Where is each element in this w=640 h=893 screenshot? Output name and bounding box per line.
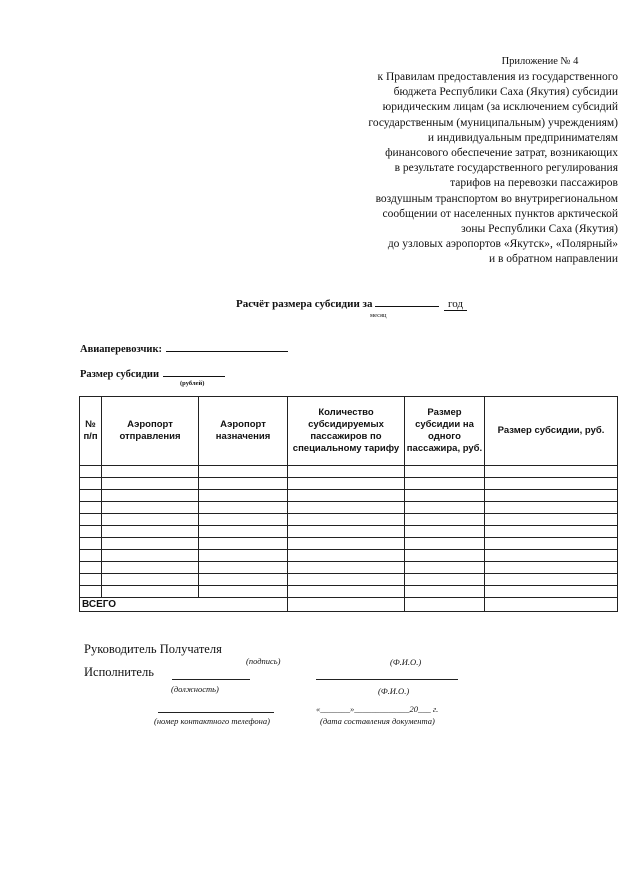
table-cell[interactable] — [485, 538, 618, 550]
table-row — [80, 574, 618, 586]
calculation-table — [79, 396, 618, 612]
month-blank[interactable] — [375, 296, 439, 307]
table-cell[interactable] — [288, 514, 405, 526]
table-cell[interactable] — [80, 478, 102, 490]
appendix-line: воздушным транспортом во внутрирегиональном — [375, 192, 618, 205]
table-cell[interactable] — [288, 574, 405, 586]
table-row — [80, 586, 618, 598]
table-cell[interactable] — [199, 514, 288, 526]
table-row — [80, 538, 618, 550]
appendix-line: бюджета Республики Саха (Якутия) субсидии — [393, 86, 618, 99]
appendix-line: в результате государственного регулирования — [394, 162, 618, 175]
table-cell[interactable] — [102, 586, 199, 598]
table-cell[interactable] — [405, 586, 485, 598]
table-cell[interactable] — [199, 538, 288, 550]
table-cell[interactable] — [405, 466, 485, 478]
table-cell[interactable] — [102, 538, 199, 550]
appendix-number: Приложение № 4 — [501, 56, 579, 67]
table-cell[interactable] — [102, 466, 199, 478]
table-cell[interactable] — [485, 586, 618, 598]
table-cell[interactable] — [288, 538, 405, 550]
table-cell[interactable] — [288, 598, 405, 612]
table-cell[interactable] — [288, 466, 405, 478]
table-cell[interactable] — [102, 478, 199, 490]
table-row — [80, 526, 618, 538]
head-label: Руководитель Получателя — [84, 642, 222, 656]
table-cell[interactable] — [80, 514, 102, 526]
table-cell[interactable] — [80, 550, 102, 562]
col-header-subsidy-total: Размер субсидии, руб. — [485, 397, 618, 466]
document-title — [236, 296, 467, 310]
table-cell[interactable] — [199, 478, 288, 490]
table-cell[interactable] — [288, 586, 405, 598]
table-cell[interactable] — [199, 526, 288, 538]
total-row — [80, 598, 618, 612]
table-cell[interactable] — [199, 466, 288, 478]
table-cell[interactable] — [485, 478, 618, 490]
title-text: Расчёт размера субсидии за — [236, 298, 373, 310]
col-header-number: № п/п — [80, 397, 102, 466]
subsidy-label: Размер субсидии — [80, 369, 160, 380]
carrier-blank[interactable] — [166, 341, 288, 352]
table-cell[interactable] — [288, 526, 405, 538]
table-cell[interactable] — [288, 490, 405, 502]
table-cell[interactable] — [80, 586, 102, 598]
table-cell[interactable] — [80, 466, 102, 478]
year-label: год — [444, 298, 467, 311]
appendix-line: государственным (муниципальным) учреждениям) — [368, 116, 618, 129]
table-cell[interactable] — [485, 502, 618, 514]
fio-hint-head: (Ф.И.О.) — [390, 657, 422, 667]
table-cell[interactable] — [199, 550, 288, 562]
phone-line[interactable] — [158, 712, 274, 713]
appendix-text — [336, 70, 618, 268]
date-hint: (дата составления документа) — [320, 716, 435, 726]
carrier-field — [80, 341, 288, 355]
table-cell[interactable] — [102, 490, 199, 502]
table-cell[interactable] — [485, 550, 618, 562]
table-cell[interactable] — [405, 550, 485, 562]
table-cell[interactable] — [199, 502, 288, 514]
table-row — [80, 514, 618, 526]
table-row — [80, 550, 618, 562]
table-cell[interactable] — [485, 526, 618, 538]
table-cell[interactable] — [288, 562, 405, 574]
fio-line[interactable] — [316, 679, 458, 680]
position-hint: (должность) — [171, 684, 219, 694]
table-cell[interactable] — [405, 526, 485, 538]
appendix-line: тарифов на перевозки пассажиров — [450, 177, 618, 190]
position-line[interactable] — [172, 679, 250, 680]
table-cell[interactable] — [80, 562, 102, 574]
table-row — [80, 466, 618, 478]
table-cell[interactable] — [405, 538, 485, 550]
table-cell[interactable] — [405, 502, 485, 514]
total-label: ВСЕГО — [80, 598, 288, 612]
table-cell[interactable] — [485, 466, 618, 478]
appendix-line: и индивидуальным предпринимателям — [427, 131, 618, 144]
carrier-label: Авиаперевозчик: — [80, 344, 163, 355]
col-header-destination: Аэропорт назначения — [199, 397, 288, 466]
appendix-line: к Правилам предоставления из государственного — [377, 71, 618, 83]
subsidy-field — [80, 366, 225, 380]
table-cell[interactable] — [80, 538, 102, 550]
table-cell[interactable] — [199, 490, 288, 502]
table-cell[interactable] — [405, 598, 485, 612]
table-cell[interactable] — [405, 574, 485, 586]
appendix-line: сообщении от населенных пунктов арктической — [382, 207, 618, 220]
col-header-passengers: Количество субсидируемых пассажиров по специальному тарифу — [288, 397, 405, 466]
table-row — [80, 490, 618, 502]
table-cell[interactable] — [485, 490, 618, 502]
table-cell[interactable] — [288, 478, 405, 490]
signature-hint: (подпись) — [246, 656, 281, 666]
table-header-row — [80, 397, 618, 466]
table-cell[interactable] — [485, 598, 618, 612]
table-cell[interactable] — [288, 550, 405, 562]
table-cell[interactable] — [405, 478, 485, 490]
table-cell[interactable] — [485, 574, 618, 586]
appendix-line: юридическим лицам (за исключением субсидий — [382, 101, 618, 114]
appendix-line: зоны Республики Саха (Якутия) — [461, 223, 618, 236]
table-cell[interactable] — [102, 502, 199, 514]
col-header-departure: Аэропорт отправления — [102, 397, 199, 466]
table-cell[interactable] — [102, 550, 199, 562]
table-cell[interactable] — [485, 562, 618, 574]
appendix-line: и в обратном направлении — [488, 253, 618, 266]
table-cell[interactable] — [405, 562, 485, 574]
col-header-per-passenger: Размер субсидии на одного пассажира, руб. — [405, 397, 485, 466]
table-row — [80, 478, 618, 490]
table-cell[interactable] — [199, 562, 288, 574]
subsidy-blank[interactable] — [163, 366, 225, 377]
table-cell[interactable] — [102, 574, 199, 586]
table-cell[interactable] — [80, 502, 102, 514]
table-cell[interactable] — [80, 490, 102, 502]
fio-hint-executor: (Ф.И.О.) — [378, 686, 410, 696]
table-cell[interactable] — [288, 502, 405, 514]
table-cell[interactable] — [80, 526, 102, 538]
executor-label: Исполнитель — [84, 665, 154, 679]
table-cell[interactable] — [199, 574, 288, 586]
table-cell[interactable] — [199, 586, 288, 598]
table-cell[interactable] — [405, 514, 485, 526]
table-cell[interactable] — [102, 562, 199, 574]
appendix-line: финансового обеспечение затрат, возникающих — [385, 147, 618, 160]
date-line[interactable]: «_______»_____________20___ г. — [316, 704, 439, 714]
table-cell[interactable] — [102, 526, 199, 538]
table-row — [80, 502, 618, 514]
table-row — [80, 562, 618, 574]
appendix-line: до узловых аэропортов «Якутск», «Полярный» — [387, 238, 618, 251]
table-cell[interactable] — [80, 574, 102, 586]
subsidy-unit-hint: (рублей) — [180, 380, 205, 387]
table-cell[interactable] — [102, 514, 199, 526]
phone-hint: (номер контактного телефона) — [154, 716, 270, 726]
table-cell[interactable] — [485, 514, 618, 526]
month-hint: месяц — [370, 312, 387, 319]
table-cell[interactable] — [405, 490, 485, 502]
